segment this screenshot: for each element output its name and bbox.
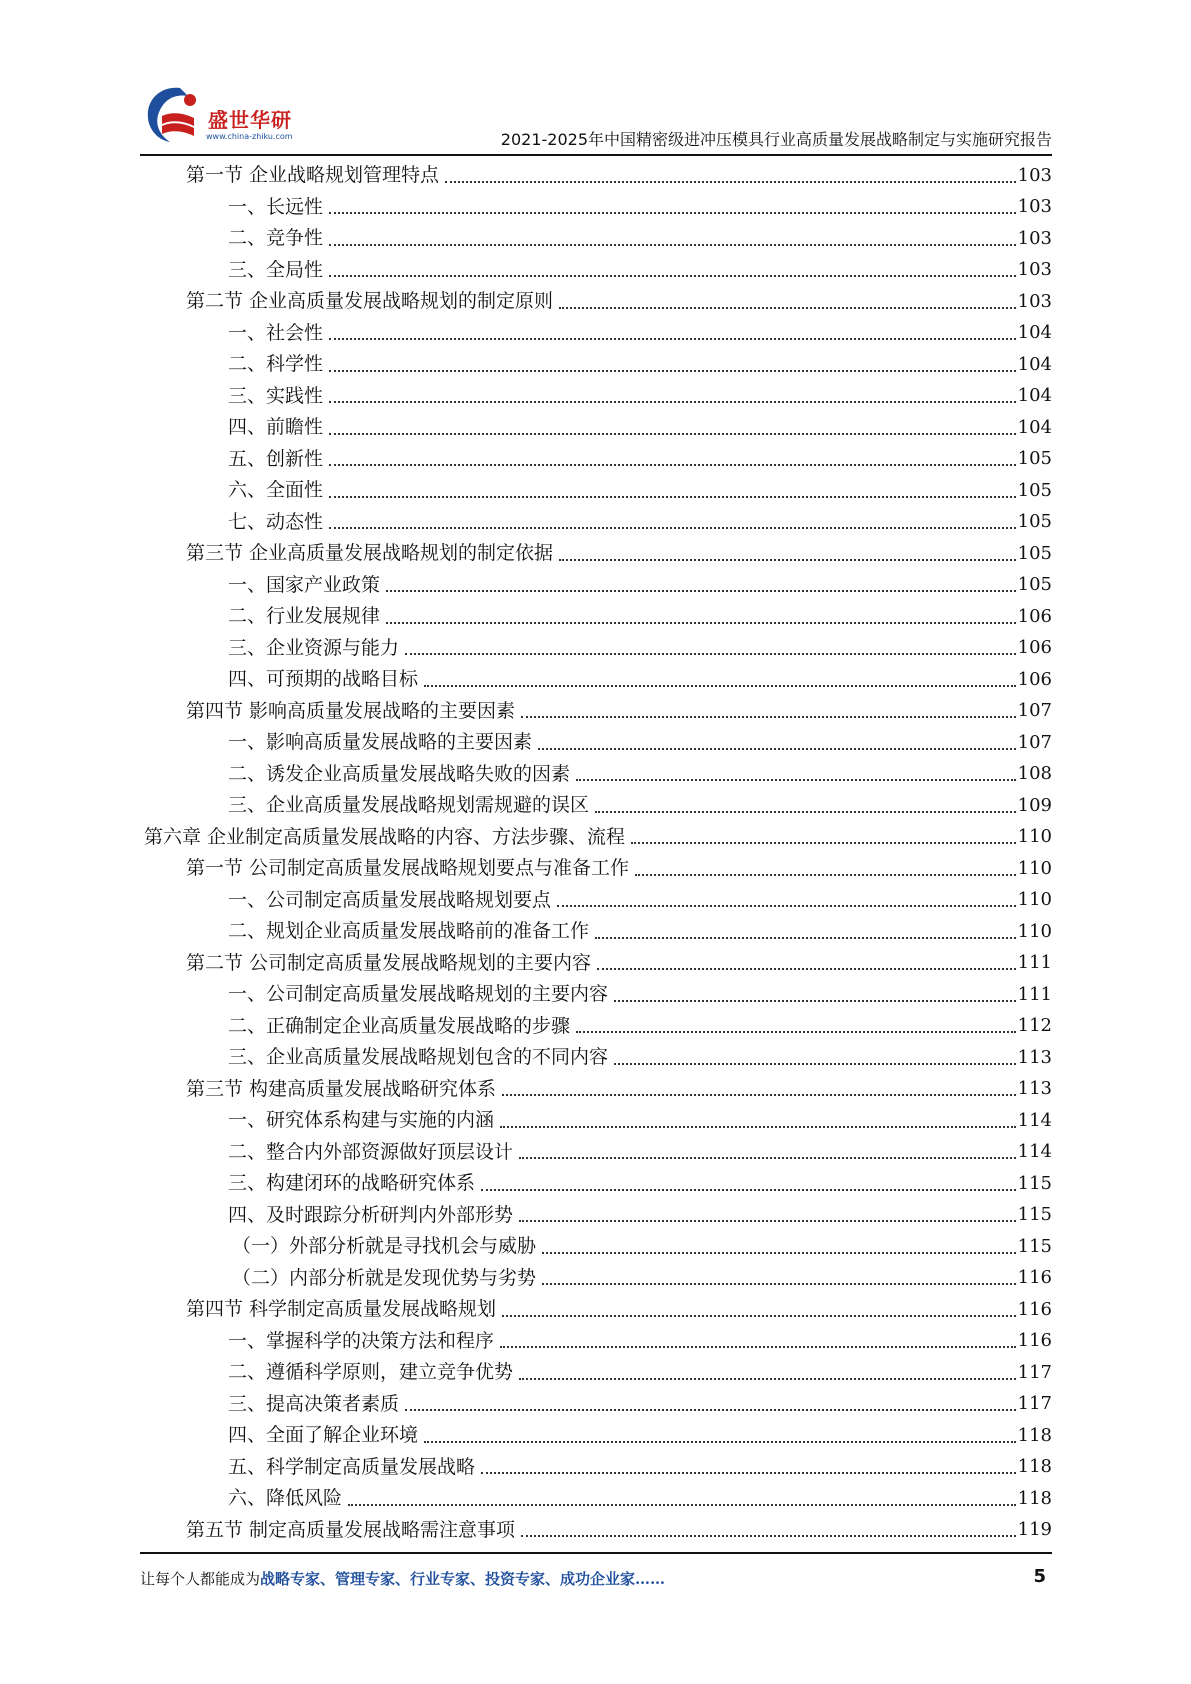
toc-entry[interactable] — [140, 444, 1052, 476]
toc-dot-leader — [329, 464, 1016, 466]
toc-entry[interactable] — [140, 633, 1052, 665]
footer-divider — [140, 1552, 1052, 1554]
toc-entry-page: 104 — [1017, 353, 1052, 375]
toc-dot-leader — [405, 1409, 1016, 1411]
toc-entry[interactable] — [140, 1200, 1052, 1232]
toc-dot-leader — [481, 1189, 1016, 1191]
toc-entry-title: 二、正确制定企业高质量发展战略的步骤 — [228, 1014, 571, 1037]
toc-entry[interactable] — [140, 318, 1052, 350]
toc-entry-page: 103 — [1017, 259, 1052, 281]
toc-entry[interactable] — [140, 1357, 1052, 1389]
toc-entry-title: 第三节 企业高质量发展战略规划的制定依据 — [186, 542, 554, 565]
toc-dot-leader — [329, 401, 1016, 403]
header-divider — [140, 154, 1052, 156]
toc-dot-leader — [329, 433, 1016, 435]
toc-entry[interactable] — [140, 948, 1052, 980]
toc-entry-title: 一、影响高质量发展战略的主要因素 — [228, 731, 533, 754]
toc-entry-page: 103 — [1017, 196, 1052, 218]
toc-dot-leader — [329, 370, 1016, 372]
toc-dot-leader — [329, 244, 1016, 246]
toc-entry-page: 106 — [1017, 668, 1052, 690]
table-of-contents — [140, 160, 1052, 1546]
logo-swoosh-icon — [140, 82, 210, 148]
toc-entry-page: 118 — [1017, 1456, 1052, 1478]
toc-entry[interactable] — [140, 412, 1052, 444]
toc-entry-title: 三、构建闭环的战略研究体系 — [228, 1172, 476, 1195]
toc-dot-leader — [521, 1535, 1016, 1537]
toc-dot-leader — [519, 1378, 1016, 1380]
toc-entry[interactable] — [140, 601, 1052, 633]
toc-entry-title: 三、实践性 — [228, 384, 324, 407]
toc-entry[interactable] — [140, 853, 1052, 885]
toc-entry-page: 106 — [1017, 637, 1052, 659]
report-title: 2021-2025年中国精密级进冲压模具行业高质量发展战略制定与实施研究报告 — [500, 130, 1052, 149]
toc-entry-page: 118 — [1017, 1424, 1052, 1446]
toc-dot-leader — [348, 1504, 1016, 1506]
toc-entry[interactable] — [140, 1074, 1052, 1106]
toc-entry-title: 二、规划企业高质量发展战略前的准备工作 — [228, 920, 590, 943]
toc-dot-leader — [424, 685, 1016, 687]
toc-dot-leader — [502, 1315, 1016, 1317]
toc-entry[interactable] — [140, 885, 1052, 917]
toc-entry-page: 105 — [1017, 511, 1052, 533]
slogan-highlight: 战略专家、管理专家、行业专家、投资专家、成功企业家…… — [260, 1570, 666, 1588]
toc-entry-page: 115 — [1017, 1172, 1052, 1194]
toc-dot-leader — [557, 905, 1016, 907]
toc-dot-leader — [614, 1000, 1016, 1002]
toc-entry[interactable] — [140, 664, 1052, 696]
toc-entry-page: 105 — [1017, 479, 1052, 501]
toc-entry-title: 第二节 企业高质量发展战略规划的制定原则 — [186, 290, 554, 313]
toc-dot-leader — [614, 1063, 1016, 1065]
toc-dot-leader — [500, 1346, 1016, 1348]
logo-name: 盛世华研 — [208, 108, 292, 132]
toc-entry-title: 六、降低风险 — [228, 1487, 343, 1510]
toc-dot-leader — [538, 748, 1016, 750]
page-footer — [140, 1566, 1052, 1592]
toc-entry[interactable] — [140, 1137, 1052, 1169]
toc-entry-title: 一、公司制定高质量发展战略规划要点 — [228, 888, 552, 911]
toc-entry-page: 110 — [1017, 920, 1052, 942]
toc-entry[interactable] — [140, 1263, 1052, 1295]
toc-dot-leader — [595, 811, 1016, 813]
footer-slogan — [140, 1568, 665, 1589]
toc-entry-page: 116 — [1017, 1267, 1052, 1289]
toc-entry[interactable] — [140, 507, 1052, 539]
toc-dot-leader — [542, 1283, 1016, 1285]
toc-entry-title: 二、遵循科学原则，建立竞争优势 — [228, 1361, 514, 1384]
toc-entry[interactable] — [140, 160, 1052, 192]
toc-entry-page: 110 — [1017, 857, 1052, 879]
toc-entry[interactable] — [140, 349, 1052, 381]
toc-entry[interactable] — [140, 1042, 1052, 1074]
toc-entry-page: 107 — [1017, 731, 1052, 753]
toc-dot-leader — [631, 842, 1016, 844]
toc-dot-leader — [519, 1220, 1016, 1222]
toc-entry[interactable] — [140, 759, 1052, 791]
toc-dot-leader — [597, 968, 1016, 970]
toc-entry[interactable] — [140, 822, 1052, 854]
toc-entry-page: 105 — [1017, 448, 1052, 470]
toc-entry-title: 三、全局性 — [228, 258, 324, 281]
toc-entry-page: 114 — [1017, 1109, 1052, 1131]
toc-entry[interactable] — [140, 1294, 1052, 1326]
toc-entry[interactable] — [140, 696, 1052, 728]
toc-entry-title: 第三节 构建高质量发展战略研究体系 — [186, 1077, 497, 1100]
toc-dot-leader — [521, 716, 1016, 718]
toc-dot-leader — [542, 1252, 1016, 1254]
toc-entry-title: 七、动态性 — [228, 510, 324, 533]
toc-dot-leader — [445, 181, 1016, 183]
toc-entry-page: 118 — [1017, 1487, 1052, 1509]
toc-entry-page: 113 — [1017, 1078, 1052, 1100]
toc-entry-title: 一、社会性 — [228, 321, 324, 344]
toc-entry[interactable] — [140, 381, 1052, 413]
toc-entry[interactable] — [140, 1105, 1052, 1137]
toc-entry-page: 117 — [1017, 1361, 1052, 1383]
company-logo — [140, 82, 310, 148]
toc-entry-page: 105 — [1017, 542, 1052, 564]
toc-dot-leader — [576, 779, 1016, 781]
toc-dot-leader — [559, 307, 1016, 309]
toc-entry-title: 二、竞争性 — [228, 227, 324, 250]
toc-entry[interactable] — [140, 286, 1052, 318]
page-number: 5 — [1033, 1566, 1046, 1587]
toc-entry[interactable] — [140, 475, 1052, 507]
toc-dot-leader — [481, 1472, 1016, 1474]
toc-entry-page: 115 — [1017, 1235, 1052, 1257]
toc-entry-page: 108 — [1017, 763, 1052, 785]
toc-dot-leader — [386, 590, 1016, 592]
toc-entry-title: 二、诱发企业高质量发展战略失败的因素 — [228, 762, 571, 785]
toc-entry-page: 116 — [1017, 1330, 1052, 1352]
toc-dot-leader — [576, 1031, 1016, 1033]
toc-entry-title: 第五节 制定高质量发展战略需注意事项 — [186, 1518, 516, 1541]
toc-entry-page: 103 — [1017, 290, 1052, 312]
toc-entry[interactable] — [140, 916, 1052, 948]
page-header — [140, 82, 1052, 152]
toc-entry[interactable] — [140, 223, 1052, 255]
toc-entry-page: 111 — [1017, 983, 1052, 1005]
toc-entry-title: 第二节 公司制定高质量发展战略规划的主要内容 — [186, 951, 592, 974]
toc-entry-title: 六、全面性 — [228, 479, 324, 502]
toc-entry-page: 105 — [1017, 574, 1052, 596]
logo-url: www.china-zhiku.com — [206, 132, 293, 141]
toc-entry-page: 109 — [1017, 794, 1052, 816]
toc-entry-page: 104 — [1017, 416, 1052, 438]
toc-entry-page: 116 — [1017, 1298, 1052, 1320]
toc-entry[interactable] — [140, 1011, 1052, 1043]
toc-entry-page: 114 — [1017, 1141, 1052, 1163]
toc-entry[interactable] — [140, 790, 1052, 822]
toc-dot-leader — [635, 874, 1016, 876]
toc-dot-leader — [500, 1126, 1016, 1128]
toc-entry-title: 四、前瞻性 — [228, 416, 324, 439]
toc-entry-title: 第一节 企业战略规划管理特点 — [186, 164, 440, 187]
toc-entry-page: 117 — [1017, 1393, 1052, 1415]
toc-entry[interactable] — [140, 1452, 1052, 1484]
toc-entry-title: 一、国家产业政策 — [228, 573, 381, 596]
toc-entry-title: （一）外部分析就是寻找机会与威胁 — [232, 1235, 537, 1258]
toc-entry-title: 一、公司制定高质量发展战略规划的主要内容 — [228, 983, 609, 1006]
toc-entry-page: 113 — [1017, 1046, 1052, 1068]
toc-dot-leader — [595, 937, 1016, 939]
toc-dot-leader — [559, 559, 1016, 561]
toc-entry-page: 119 — [1017, 1519, 1052, 1541]
toc-entry[interactable] — [140, 1389, 1052, 1421]
toc-entry-page: 110 — [1017, 889, 1052, 911]
toc-entry-title: 第四节 科学制定高质量发展战略规划 — [186, 1298, 497, 1321]
toc-entry-title: 一、掌握科学的决策方法和程序 — [228, 1329, 495, 1352]
toc-dot-leader — [424, 1441, 1016, 1443]
toc-entry-page: 104 — [1017, 322, 1052, 344]
toc-entry[interactable] — [140, 1420, 1052, 1452]
toc-entry-title: 四、全面了解企业环境 — [228, 1424, 419, 1447]
toc-entry-title: 三、提高决策者素质 — [228, 1392, 400, 1415]
toc-entry-title: （二）内部分析就是发现优势与劣势 — [232, 1266, 537, 1289]
toc-entry-page: 103 — [1017, 227, 1052, 249]
toc-entry[interactable] — [140, 538, 1052, 570]
toc-entry-title: 四、及时跟踪分析研判内外部形势 — [228, 1203, 514, 1226]
toc-entry-title: 二、整合内外部资源做好顶层设计 — [228, 1140, 514, 1163]
toc-entry[interactable] — [140, 192, 1052, 224]
toc-entry-page: 110 — [1017, 826, 1052, 848]
toc-entry-title: 二、科学性 — [228, 353, 324, 376]
toc-entry-page: 112 — [1017, 1015, 1052, 1037]
toc-dot-leader — [405, 653, 1016, 655]
toc-dot-leader — [329, 212, 1016, 214]
toc-entry[interactable] — [140, 979, 1052, 1011]
toc-entry[interactable] — [140, 1231, 1052, 1263]
toc-entry-title: 一、研究体系构建与实施的内涵 — [228, 1109, 495, 1132]
toc-dot-leader — [329, 275, 1016, 277]
toc-entry[interactable] — [140, 1483, 1052, 1515]
toc-entry-title: 第一节 公司制定高质量发展战略规划要点与准备工作 — [186, 857, 630, 880]
toc-entry-title: 二、行业发展规律 — [228, 605, 381, 628]
toc-entry[interactable] — [140, 255, 1052, 287]
toc-entry-title: 一、长远性 — [228, 195, 324, 218]
toc-dot-leader — [329, 496, 1016, 498]
toc-entry[interactable] — [140, 570, 1052, 602]
toc-entry-title: 三、企业高质量发展战略规划包含的不同内容 — [228, 1046, 609, 1069]
toc-entry-title: 三、企业高质量发展战略规划需规避的误区 — [228, 794, 590, 817]
toc-entry-title: 五、创新性 — [228, 447, 324, 470]
toc-entry-page: 106 — [1017, 605, 1052, 627]
toc-entry[interactable] — [140, 727, 1052, 759]
toc-dot-leader — [502, 1094, 1016, 1096]
toc-entry-title: 三、企业资源与能力 — [228, 636, 400, 659]
toc-entry-page: 104 — [1017, 385, 1052, 407]
toc-entry-page: 111 — [1017, 952, 1052, 974]
toc-entry-page: 115 — [1017, 1204, 1052, 1226]
toc-entry-page: 103 — [1017, 164, 1052, 186]
toc-entry-title: 四、可预期的战略目标 — [228, 668, 419, 691]
toc-dot-leader — [386, 622, 1016, 624]
slogan-prefix: 让每个人都能成为 — [140, 1570, 261, 1588]
toc-entry[interactable] — [140, 1168, 1052, 1200]
toc-dot-leader — [329, 338, 1016, 340]
toc-entry-page: 107 — [1017, 700, 1052, 722]
toc-entry-title: 第六章 企业制定高质量发展战略的内容、方法步骤、流程 — [144, 825, 626, 848]
toc-entry[interactable] — [140, 1515, 1052, 1547]
toc-dot-leader — [519, 1157, 1016, 1159]
toc-entry[interactable] — [140, 1326, 1052, 1358]
toc-entry-title: 五、科学制定高质量发展战略 — [228, 1455, 476, 1478]
toc-dot-leader — [329, 527, 1016, 529]
toc-entry-title: 第四节 影响高质量发展战略的主要因素 — [186, 699, 516, 722]
